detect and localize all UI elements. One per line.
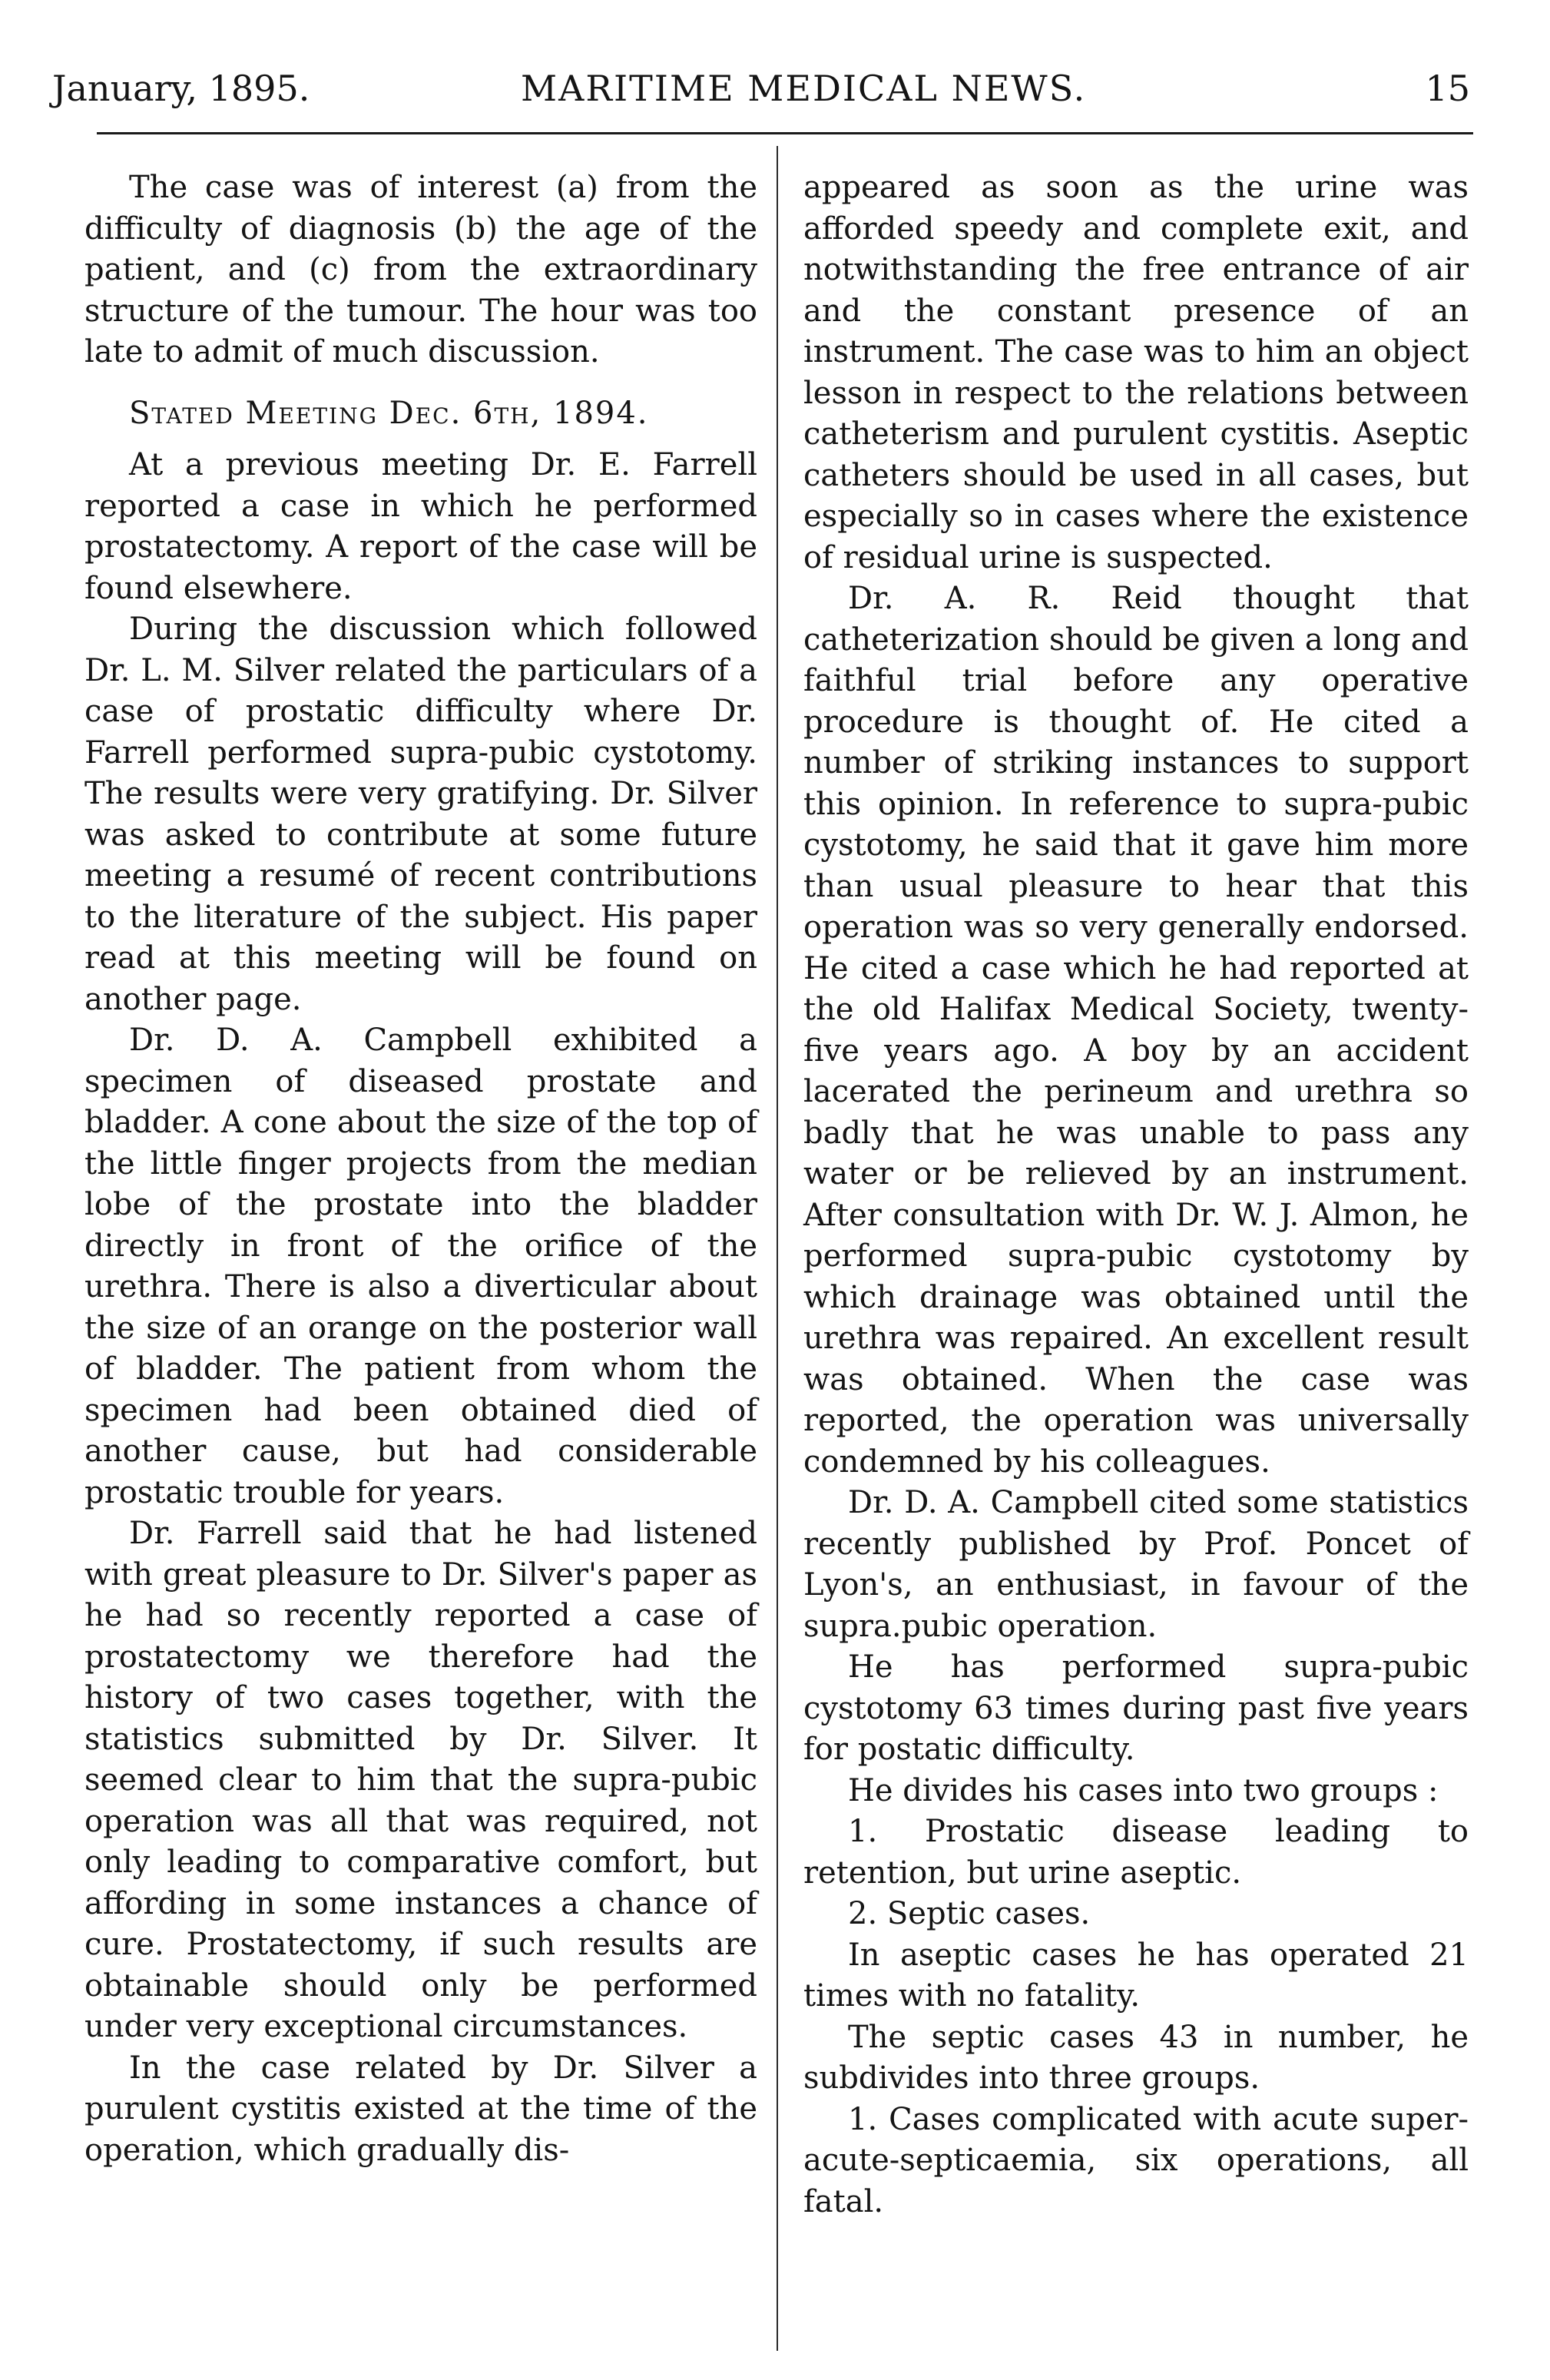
- header-rule: [97, 132, 1473, 134]
- paragraph: In aseptic cases he has operated 21 times with no fatality.: [803, 1937, 1469, 2014]
- publication-title: MARITIME MEDICAL NEWS.: [521, 68, 1087, 109]
- issue-date: January, 1895.: [52, 68, 310, 109]
- meeting-heading: Stated Meeting Dec. 6th, 1894.: [129, 395, 649, 431]
- paragraph: He has performed supra-pubic cystotomy 63 times during past five years for postatic difficulty.: [803, 1649, 1469, 1767]
- list-item: 1. Prostatic disease leading to retention, but urine aseptic.: [803, 1814, 1469, 1891]
- paragraph: Dr. A. R. Reid thought that catheterization should be given a long and faithful trial before any operative procedure is thought of. He cited a number of striking instances to support this opinion. In reference to supra-pubic cystotomy, he said that it gave him more than usual pleasure to hear that this operation was so very generally endorsed. He cited a case which he had reported at the old Halifax Medical Society, twenty-five years ago. A boy by an accident lacerated the perineum and urethra so badly that he was unable to pass any water or be relieved by an instrument. After consultation with Dr. W. J. Almon, he performed supra-pubic cystotomy by which drainage was obtained until the urethra was repaired. An excellent result was obtained. When the case was reported, the operation was universally condemned by his colleagues.: [803, 581, 1469, 1480]
- right-column: [803, 167, 1469, 2223]
- column-divider: [777, 146, 778, 2351]
- paragraph: Dr. D. A. Campbell exhibited a specimen of diseased prostate and bladder. A cone about the size of the top of the little finger projects from the median lobe of the prostate into the bladder directly in front of the orifice of the urethra. There is also a diverticular about the size of an orange on the posterior wall of bladder. The patient from whom the specimen had been obtained died of another cause, but had considerable prostatic trouble for years.: [84, 1023, 757, 1510]
- paragraph: The case was of interest (a) from the difficulty of diagnosis (b) the age of the patient, and (c) from the extraordinary structure of the tumour. The hour was too late to admit of much discussion.: [84, 170, 757, 370]
- paragraph: He divides his cases into two groups :: [848, 1772, 1439, 1808]
- paragraph: Dr. Farrell said that he had listened with great pleasure to Dr. Silver's paper as he had so recently reported a case of prostatectomy we therefore had the history of two cases together, with the statistics submitted by Dr. Silver. It seemed clear to him that the supra-pubic operation was all that was required, not only leading to comparative comfort, but affording in some instances a chance of cure. Prostatectomy, if such results are obtainable should only be performed under very exceptional circumstances.: [84, 1516, 757, 2044]
- paragraph: appeared as soon as the urine was afforded speedy and complete exit, and notwithstanding the free entrance of air and the constant presence of an instrument. The case was to him an object lesson in respect to the relations between catheterism and purulent cystitis. Aseptic catheters should be used in all cases, but especially so in cases where the existence of residual urine is suspected.: [803, 170, 1469, 575]
- page-header: [52, 66, 1470, 111]
- paragraph: In the case related by Dr. Silver a purulent cystitis existed at the time of the operation, which gradually dis-: [84, 2050, 757, 2168]
- paragraph: The septic cases 43 in number, he subdivides into three groups.: [803, 2019, 1469, 2096]
- paragraph: At a previous meeting Dr. E. Farrell reported a case in which he performed prostatectomy. A report of the case will be found elsewhere.: [84, 447, 757, 606]
- list-item: 1. Cases complicated with acute super-acute-septicaemia, six operations, all fatal.: [803, 2101, 1469, 2219]
- page-number: 15: [1425, 68, 1470, 109]
- paragraph: Dr. D. A. Campbell cited some statistics recently published by Prof. Poncet of Lyon's, an enthusiast, in favour of the supra.pubic operation.: [803, 1485, 1469, 1644]
- paragraph: During the discussion which followed Dr. L. M. Silver related the particulars of a case of prostatic difficulty where Dr. Farrell performed supra-pubic cystotomy. The results were very gratifying. Dr. Silver was asked to contribute at some future meeting a resumé of recent contributions to the literature of the subject. His paper read at this meeting will be found on another page.: [84, 612, 757, 1017]
- left-column: [84, 167, 757, 2171]
- list-item: 2. Septic cases.: [848, 1896, 1091, 1931]
